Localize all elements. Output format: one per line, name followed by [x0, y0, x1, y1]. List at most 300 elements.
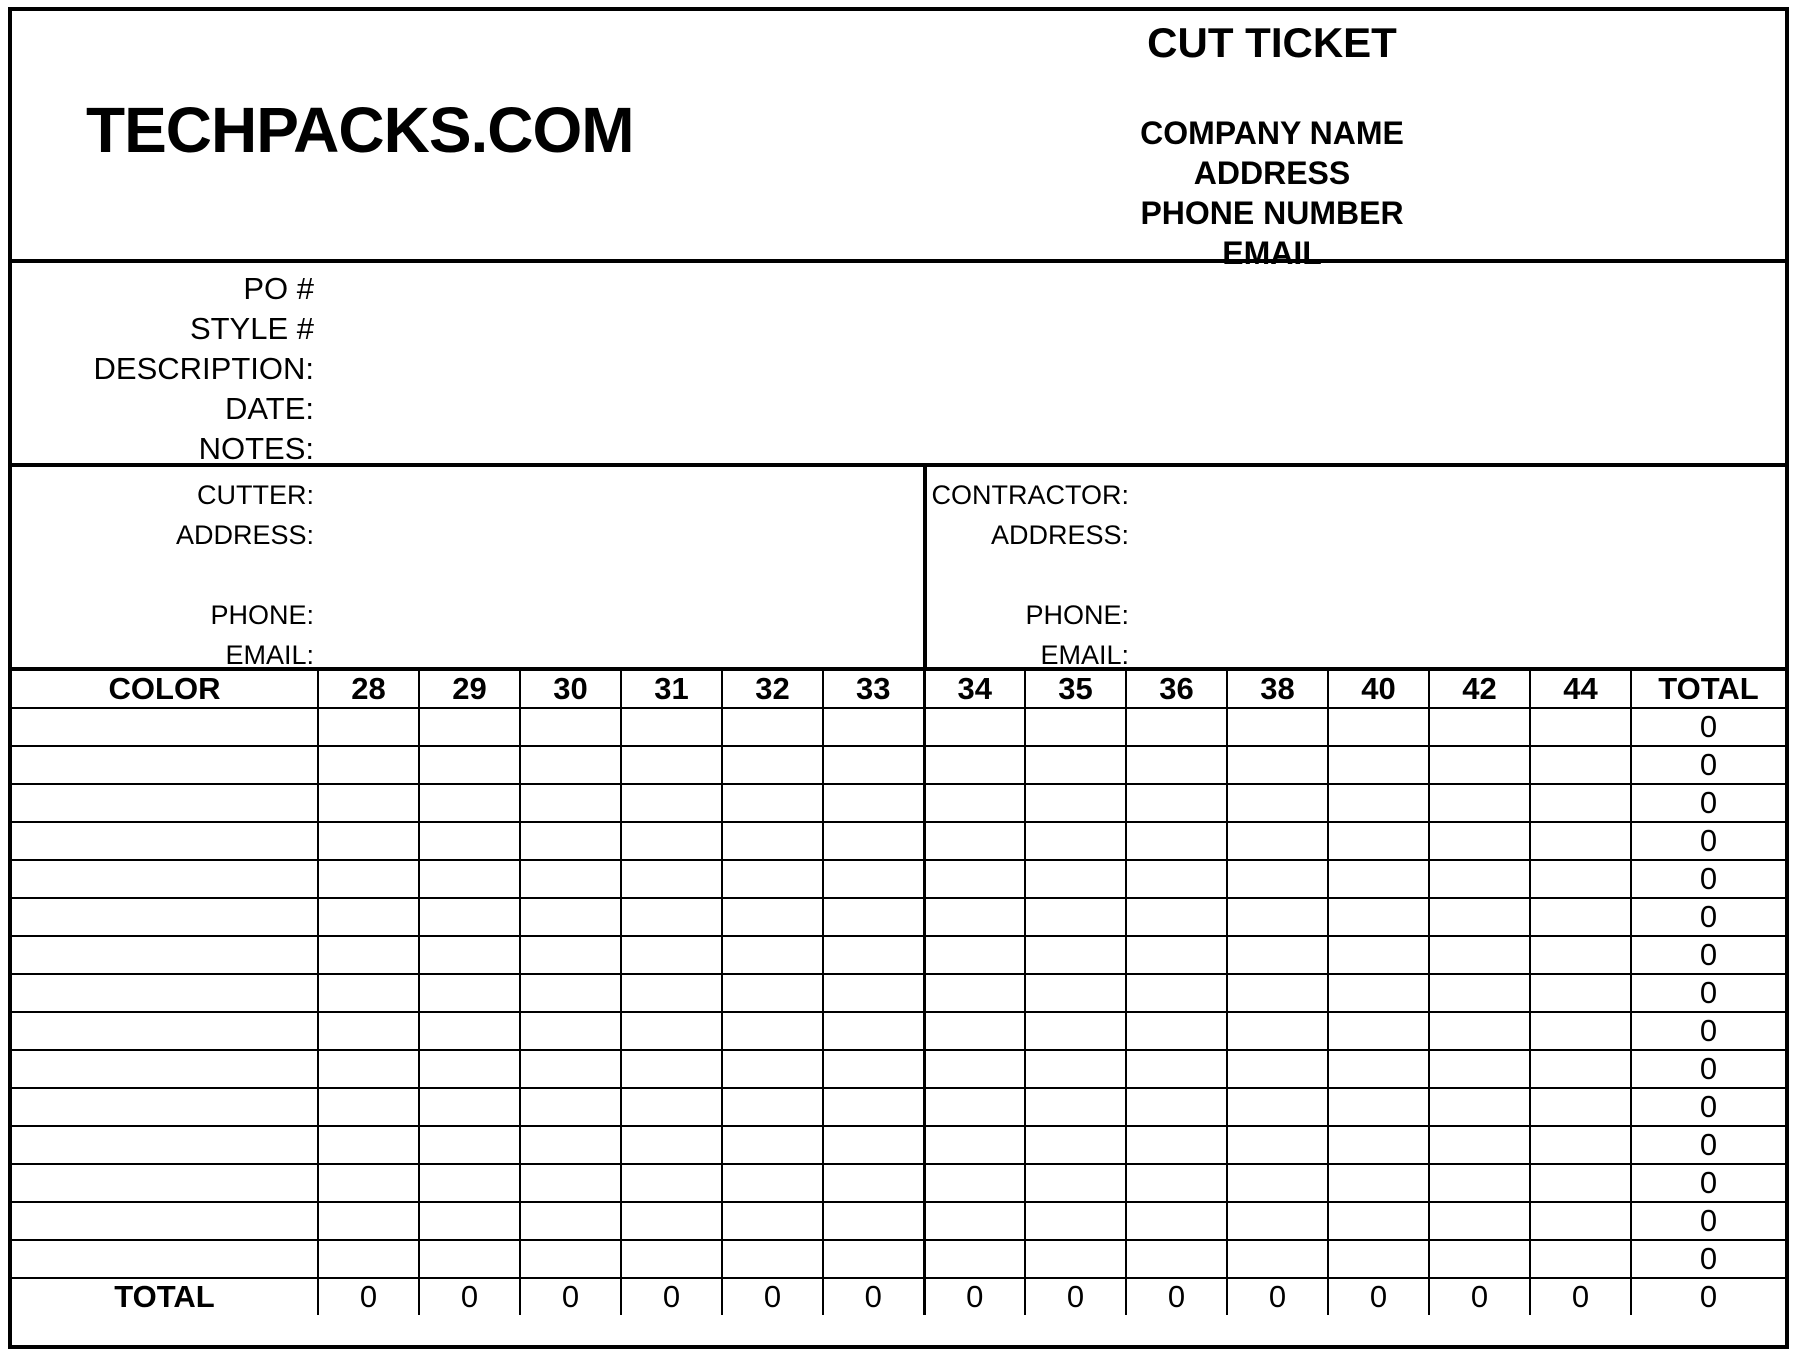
quantity-cell[interactable]: [722, 898, 823, 936]
quantity-cell[interactable]: [318, 1202, 419, 1240]
contractor-labels: [927, 475, 1129, 675]
quantity-cell[interactable]: [924, 784, 1025, 822]
quantity-cell[interactable]: [621, 974, 722, 1012]
company-logo-text: TECHPACKS.COM: [86, 94, 634, 166]
parties-section: [12, 467, 1785, 671]
quantity-cell[interactable]: [1530, 1126, 1631, 1164]
quantity-cell[interactable]: [1429, 1126, 1530, 1164]
quantity-cell[interactable]: [621, 1088, 722, 1126]
quantity-cell[interactable]: [924, 1240, 1025, 1278]
quantity-cell[interactable]: [722, 1202, 823, 1240]
quantity-cell[interactable]: [1530, 746, 1631, 784]
quantity-cell[interactable]: [1227, 1240, 1328, 1278]
size-column-header: 30: [520, 671, 621, 708]
quantity-cell[interactable]: [419, 1126, 520, 1164]
quantity-cell[interactable]: [520, 1164, 621, 1202]
color-column-header: COLOR: [12, 671, 318, 708]
table-row: [12, 1164, 1785, 1202]
quantity-cell[interactable]: [419, 898, 520, 936]
quantity-cell[interactable]: [722, 746, 823, 784]
quantity-cell[interactable]: [722, 936, 823, 974]
cutter-label: CUTTER:: [197, 480, 314, 510]
quantity-cell[interactable]: [318, 936, 419, 974]
quantity-cell[interactable]: [722, 1126, 823, 1164]
quantity-cell[interactable]: [318, 1240, 419, 1278]
quantity-cell[interactable]: [1025, 898, 1126, 936]
quantity-cell[interactable]: [1328, 898, 1429, 936]
quantity-cell[interactable]: [1530, 1050, 1631, 1088]
company-name: COMPANY NAME: [1140, 115, 1404, 151]
quantity-cell[interactable]: [520, 784, 621, 822]
quantity-cell[interactable]: [621, 1126, 722, 1164]
quantity-cell[interactable]: [419, 860, 520, 898]
quantity-cell[interactable]: [1227, 1012, 1328, 1050]
color-cell[interactable]: [12, 1202, 318, 1240]
po-number-label: PO #: [243, 271, 314, 306]
quantity-cell[interactable]: [823, 898, 924, 936]
cutter-address-label: ADDRESS:: [175, 520, 314, 550]
quantity-cell[interactable]: [1126, 1240, 1227, 1278]
quantity-cell[interactable]: [318, 1012, 419, 1050]
quantity-cell[interactable]: [1429, 898, 1530, 936]
quantity-cell[interactable]: [1530, 822, 1631, 860]
quantity-cell[interactable]: [318, 860, 419, 898]
contractor-address-label: ADDRESS:: [990, 520, 1129, 550]
quantity-cell[interactable]: [722, 822, 823, 860]
size-column-header: 32: [722, 671, 823, 708]
total-row-label: TOTAL: [12, 1278, 318, 1315]
quantity-cell[interactable]: [722, 1050, 823, 1088]
row-total-cell: 0: [1631, 708, 1785, 746]
quantity-cell[interactable]: [1227, 1126, 1328, 1164]
quantity-cell[interactable]: [722, 708, 823, 746]
quantity-cell[interactable]: [1328, 936, 1429, 974]
quantity-cell[interactable]: [520, 746, 621, 784]
company-info-block: [1012, 11, 1532, 273]
quantity-cell[interactable]: [1530, 784, 1631, 822]
quantity-cell[interactable]: [419, 936, 520, 974]
quantity-cell[interactable]: [1025, 708, 1126, 746]
order-details-labels: [12, 269, 314, 469]
quantity-cell[interactable]: [318, 898, 419, 936]
quantity-cell[interactable]: [1328, 860, 1429, 898]
quantity-cell[interactable]: [1530, 974, 1631, 1012]
quantity-cell[interactable]: [520, 974, 621, 1012]
color-cell[interactable]: [12, 1164, 318, 1202]
quantity-cell[interactable]: [1025, 822, 1126, 860]
quantity-cell[interactable]: [1328, 1012, 1429, 1050]
quantity-cell[interactable]: [1227, 1164, 1328, 1202]
table-row: [12, 1050, 1785, 1088]
quantity-cell[interactable]: [1328, 1202, 1429, 1240]
quantity-cell[interactable]: [1227, 936, 1328, 974]
quantity-cell[interactable]: [722, 860, 823, 898]
size-column-header: 38: [1227, 671, 1328, 708]
size-column-header: 40: [1328, 671, 1429, 708]
column-total-cell: 0: [1328, 1278, 1429, 1315]
quantity-cell[interactable]: [419, 974, 520, 1012]
table-row: [12, 822, 1785, 860]
quantity-cell[interactable]: [924, 898, 1025, 936]
quantity-cell[interactable]: [318, 822, 419, 860]
quantity-cell[interactable]: [823, 1240, 924, 1278]
quantity-cell[interactable]: [924, 974, 1025, 1012]
column-total-cell: 0: [1429, 1278, 1530, 1315]
quantity-cell[interactable]: [924, 860, 1025, 898]
quantity-cell[interactable]: [1025, 1202, 1126, 1240]
quantity-cell[interactable]: [722, 1164, 823, 1202]
size-column-header: 44: [1530, 671, 1631, 708]
quantity-cell[interactable]: [1227, 860, 1328, 898]
quantity-cell[interactable]: [621, 1050, 722, 1088]
color-cell[interactable]: [12, 974, 318, 1012]
quantity-cell[interactable]: [1328, 974, 1429, 1012]
column-total-cell: 0: [722, 1278, 823, 1315]
color-cell[interactable]: [12, 784, 318, 822]
size-column-header: 28: [318, 671, 419, 708]
quantity-cell[interactable]: [621, 1202, 722, 1240]
quantity-cell[interactable]: [1227, 898, 1328, 936]
quantity-cell[interactable]: [924, 1202, 1025, 1240]
table-row: [12, 708, 1785, 746]
quantity-cell[interactable]: [318, 1050, 419, 1088]
quantity-cell[interactable]: [823, 860, 924, 898]
quantity-cell[interactable]: [1025, 1050, 1126, 1088]
row-total-cell: 0: [1631, 860, 1785, 898]
quantity-cell[interactable]: [1227, 746, 1328, 784]
column-total-cell: 0: [1227, 1278, 1328, 1315]
quantity-cell[interactable]: [1429, 936, 1530, 974]
quantity-cell[interactable]: [621, 1164, 722, 1202]
quantity-cell[interactable]: [1025, 860, 1126, 898]
row-total-cell: 0: [1631, 784, 1785, 822]
column-total-cell: 0: [1530, 1278, 1631, 1315]
color-cell[interactable]: [12, 1240, 318, 1278]
grand-total-cell: 0: [1631, 1278, 1785, 1315]
quantity-cell[interactable]: [318, 784, 419, 822]
size-column-header: 29: [419, 671, 520, 708]
quantity-cell[interactable]: [1328, 822, 1429, 860]
date-label: DATE:: [225, 391, 314, 426]
quantity-cell[interactable]: [1530, 1012, 1631, 1050]
row-total-cell: 0: [1631, 1164, 1785, 1202]
quantity-cell[interactable]: [1025, 1240, 1126, 1278]
quantity-cell[interactable]: [419, 1202, 520, 1240]
quantity-cell[interactable]: [318, 746, 419, 784]
quantity-cell[interactable]: [520, 1240, 621, 1278]
quantity-cell[interactable]: [318, 974, 419, 1012]
quantity-cell[interactable]: [621, 708, 722, 746]
quantity-cell[interactable]: [1126, 1050, 1227, 1088]
row-total-cell: 0: [1631, 822, 1785, 860]
row-total-cell: 0: [1631, 974, 1785, 1012]
quantity-cell[interactable]: [520, 708, 621, 746]
quantity-cell[interactable]: [621, 784, 722, 822]
quantity-cell[interactable]: [1126, 1088, 1227, 1126]
quantity-cell[interactable]: [621, 822, 722, 860]
quantity-cell[interactable]: [924, 1050, 1025, 1088]
quantity-cell[interactable]: [1126, 1012, 1227, 1050]
quantity-cell[interactable]: [1328, 746, 1429, 784]
totals-row: [12, 1278, 1785, 1315]
quantity-cell[interactable]: [924, 708, 1025, 746]
size-column-header: 42: [1429, 671, 1530, 708]
quantity-cell[interactable]: [1126, 822, 1227, 860]
quantity-cell[interactable]: [1227, 1088, 1328, 1126]
quantity-cell[interactable]: [1227, 784, 1328, 822]
color-cell[interactable]: [12, 708, 318, 746]
quantity-cell[interactable]: [1126, 708, 1227, 746]
quantity-cell[interactable]: [1530, 708, 1631, 746]
quantity-cell[interactable]: [621, 1240, 722, 1278]
quantity-cell[interactable]: [823, 1164, 924, 1202]
row-total-cell: 0: [1631, 746, 1785, 784]
quantity-cell[interactable]: [621, 898, 722, 936]
company-email: EMAIL: [1222, 235, 1322, 271]
cutter-labels: [12, 475, 314, 675]
company-address: ADDRESS: [1193, 155, 1351, 191]
quantity-cell[interactable]: [823, 784, 924, 822]
quantity-cell[interactable]: [1126, 784, 1227, 822]
quantity-cell[interactable]: [924, 1126, 1025, 1164]
contractor-label: CONTRACTOR:: [931, 480, 1129, 510]
quantity-cell[interactable]: [1025, 936, 1126, 974]
table-row: [12, 1126, 1785, 1164]
table-row: [12, 1240, 1785, 1278]
size-column-header: 36: [1126, 671, 1227, 708]
quantity-cell[interactable]: [1429, 708, 1530, 746]
quantity-cell[interactable]: [419, 708, 520, 746]
quantity-cell[interactable]: [1126, 1164, 1227, 1202]
quantity-cell[interactable]: [1530, 1088, 1631, 1126]
table-row: [12, 784, 1785, 822]
quantity-cell[interactable]: [1429, 1202, 1530, 1240]
row-total-cell: 0: [1631, 1088, 1785, 1126]
quantity-cell[interactable]: [722, 1240, 823, 1278]
quantity-cell[interactable]: [520, 822, 621, 860]
quantity-cell[interactable]: [1025, 974, 1126, 1012]
header-section: [12, 11, 1785, 271]
color-cell[interactable]: [12, 1012, 318, 1050]
quantity-cell[interactable]: [621, 746, 722, 784]
row-total-cell: 0: [1631, 898, 1785, 936]
quantity-cell[interactable]: [520, 1012, 621, 1050]
quantity-cell[interactable]: [1025, 1126, 1126, 1164]
quantity-cell[interactable]: [1025, 1164, 1126, 1202]
description-label: DESCRIPTION:: [93, 351, 314, 386]
table-row: [12, 1088, 1785, 1126]
color-cell[interactable]: [12, 822, 318, 860]
quantity-cell[interactable]: [924, 1012, 1025, 1050]
quantity-cell[interactable]: [419, 1164, 520, 1202]
quantity-cell[interactable]: [621, 936, 722, 974]
quantity-cell[interactable]: [1328, 708, 1429, 746]
quantity-cell[interactable]: [520, 1126, 621, 1164]
quantity-cell[interactable]: [1227, 822, 1328, 860]
quantity-cell[interactable]: [1530, 860, 1631, 898]
table-row: [12, 974, 1785, 1012]
quantity-cell[interactable]: [1530, 936, 1631, 974]
quantity-cell[interactable]: [1328, 784, 1429, 822]
quantity-cell[interactable]: [1429, 1164, 1530, 1202]
quantity-cell[interactable]: [520, 1088, 621, 1126]
table-header-row: [12, 671, 1785, 708]
column-total-cell: 0: [318, 1278, 419, 1315]
row-total-cell: 0: [1631, 936, 1785, 974]
column-total-cell: 0: [520, 1278, 621, 1315]
quantity-cell[interactable]: [520, 936, 621, 974]
size-column-header: 34: [924, 671, 1025, 708]
row-total-cell: 0: [1631, 1126, 1785, 1164]
row-total-cell: 0: [1631, 1050, 1785, 1088]
quantity-cell[interactable]: [1429, 822, 1530, 860]
column-total-cell: 0: [1126, 1278, 1227, 1315]
quantity-cell[interactable]: [1429, 784, 1530, 822]
quantity-cell[interactable]: [1328, 1240, 1429, 1278]
quantity-cell[interactable]: [1227, 1050, 1328, 1088]
quantity-cell[interactable]: [1328, 1126, 1429, 1164]
quantity-cell[interactable]: [419, 822, 520, 860]
quantity-cell[interactable]: [1429, 1012, 1530, 1050]
quantity-cell[interactable]: [823, 936, 924, 974]
color-cell[interactable]: [12, 746, 318, 784]
quantity-cell[interactable]: [823, 1088, 924, 1126]
size-quantity-table: [12, 671, 1785, 1315]
quantity-cell[interactable]: [1530, 1240, 1631, 1278]
quantity-cell[interactable]: [1429, 860, 1530, 898]
quantity-cell[interactable]: [924, 936, 1025, 974]
column-total-cell: 0: [924, 1278, 1025, 1315]
quantity-cell[interactable]: [1126, 746, 1227, 784]
quantity-cell[interactable]: [1126, 1202, 1227, 1240]
quantity-cell[interactable]: [823, 822, 924, 860]
quantity-cell[interactable]: [1530, 1164, 1631, 1202]
quantity-cell[interactable]: [1328, 1164, 1429, 1202]
quantity-cell[interactable]: [1429, 1088, 1530, 1126]
quantity-cell[interactable]: [823, 1012, 924, 1050]
company-phone: PHONE NUMBER: [1140, 195, 1404, 231]
row-total-cell: 0: [1631, 1240, 1785, 1278]
quantity-cell[interactable]: [520, 1050, 621, 1088]
column-total-cell: 0: [419, 1278, 520, 1315]
quantity-cell[interactable]: [1227, 708, 1328, 746]
quantity-cell[interactable]: [823, 1202, 924, 1240]
quantity-cell[interactable]: [823, 708, 924, 746]
column-total-cell: 0: [823, 1278, 924, 1315]
quantity-cell[interactable]: [1429, 974, 1530, 1012]
quantity-cell[interactable]: [1126, 974, 1227, 1012]
cutter-blank-line: [12, 555, 314, 595]
row-total-cell: 0: [1631, 1202, 1785, 1240]
cutter-phone-label: PHONE:: [210, 600, 314, 630]
table-row: [12, 898, 1785, 936]
quantity-cell[interactable]: [823, 746, 924, 784]
document-title: CUT TICKET: [1147, 19, 1397, 66]
column-total-cell: 0: [1025, 1278, 1126, 1315]
color-cell[interactable]: [12, 936, 318, 974]
color-cell[interactable]: [12, 1126, 318, 1164]
cutter-email-label: EMAIL:: [225, 640, 314, 670]
color-cell[interactable]: [12, 860, 318, 898]
size-column-header: 35: [1025, 671, 1126, 708]
color-cell[interactable]: [12, 1050, 318, 1088]
quantity-cell[interactable]: [1126, 1126, 1227, 1164]
table-row: [12, 936, 1785, 974]
quantity-cell[interactable]: [520, 860, 621, 898]
table-row: [12, 860, 1785, 898]
quantity-cell[interactable]: [419, 1088, 520, 1126]
quantity-cell[interactable]: [1025, 784, 1126, 822]
quantity-cell[interactable]: [924, 822, 1025, 860]
quantity-cell[interactable]: [1025, 1088, 1126, 1126]
quantity-cell[interactable]: [1227, 1202, 1328, 1240]
quantity-cell[interactable]: [1328, 1088, 1429, 1126]
quantity-cell[interactable]: [318, 1088, 419, 1126]
size-grid-section: [12, 671, 1785, 1315]
quantity-cell[interactable]: [520, 898, 621, 936]
quantity-cell[interactable]: [419, 784, 520, 822]
quantity-cell[interactable]: [1227, 974, 1328, 1012]
quantity-cell[interactable]: [924, 1164, 1025, 1202]
company-lines: [1012, 113, 1532, 273]
quantity-cell[interactable]: [621, 1012, 722, 1050]
size-column-header: 33: [823, 671, 924, 708]
quantity-cell[interactable]: [722, 1012, 823, 1050]
quantity-cell[interactable]: [823, 1126, 924, 1164]
quantity-cell[interactable]: [1429, 1240, 1530, 1278]
quantity-cell[interactable]: [520, 1202, 621, 1240]
color-cell[interactable]: [12, 898, 318, 936]
row-total-cell: 0: [1631, 1012, 1785, 1050]
quantity-cell[interactable]: [1429, 1050, 1530, 1088]
quantity-cell[interactable]: [1429, 746, 1530, 784]
quantity-cell[interactable]: [1025, 746, 1126, 784]
quantity-cell[interactable]: [318, 1126, 419, 1164]
quantity-cell[interactable]: [924, 746, 1025, 784]
quantity-cell[interactable]: [1328, 1050, 1429, 1088]
quantity-cell[interactable]: [1126, 936, 1227, 974]
quantity-cell[interactable]: [318, 1164, 419, 1202]
total-column-header: TOTAL: [1631, 671, 1785, 708]
quantity-cell[interactable]: [823, 1050, 924, 1088]
quantity-cell[interactable]: [722, 974, 823, 1012]
style-number-label: STYLE #: [189, 311, 314, 346]
order-details-section: [12, 263, 1785, 467]
quantity-cell[interactable]: [318, 708, 419, 746]
quantity-cell[interactable]: [1530, 1202, 1631, 1240]
quantity-cell[interactable]: [419, 1012, 520, 1050]
quantity-cell[interactable]: [722, 1088, 823, 1126]
quantity-cell[interactable]: [419, 1050, 520, 1088]
quantity-cell[interactable]: [621, 860, 722, 898]
contractor-email-label: EMAIL:: [1040, 640, 1129, 670]
contractor-blank-line: [927, 555, 1129, 595]
quantity-cell[interactable]: [1126, 898, 1227, 936]
quantity-cell[interactable]: [1025, 1012, 1126, 1050]
table-row: [12, 1202, 1785, 1240]
color-cell[interactable]: [12, 1088, 318, 1126]
quantity-cell[interactable]: [1126, 860, 1227, 898]
quantity-cell[interactable]: [419, 746, 520, 784]
table-row: [12, 746, 1785, 784]
quantity-cell[interactable]: [722, 784, 823, 822]
quantity-cell[interactable]: [419, 1240, 520, 1278]
contractor-phone-label: PHONE:: [1025, 600, 1129, 630]
notes-label: NOTES:: [198, 431, 314, 466]
quantity-cell[interactable]: [924, 1088, 1025, 1126]
quantity-cell[interactable]: [823, 974, 924, 1012]
quantity-cell[interactable]: [1530, 898, 1631, 936]
